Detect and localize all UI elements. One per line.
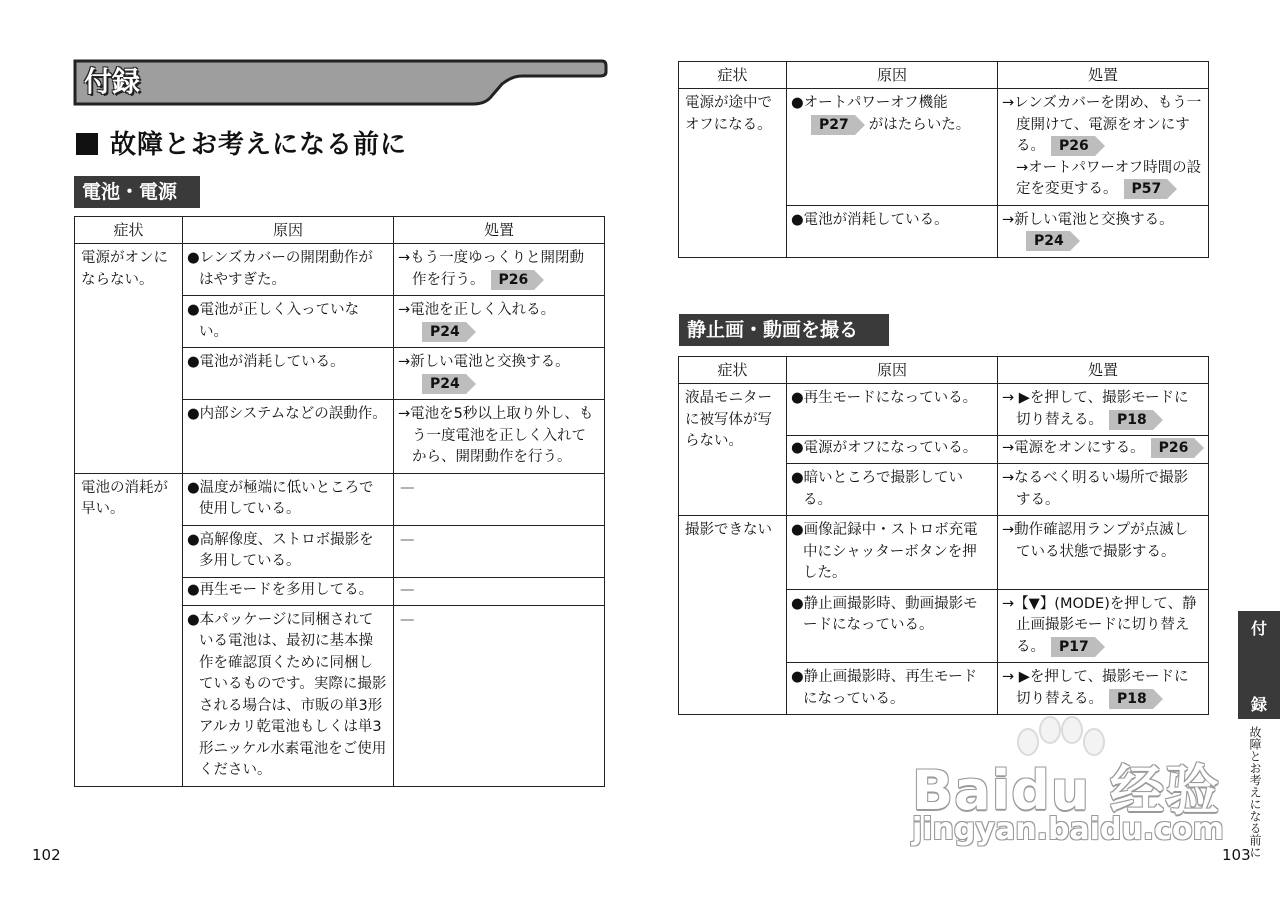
cause-cell: ●電源がオフになっている。	[787, 436, 998, 464]
remedy-text: →オートパワーオフ時間の設定を変更する。	[1016, 159, 1202, 197]
appendix-title: 付録	[84, 65, 141, 98]
remedy-cell: →動作確認用ランプが点滅している状態で撮影する。	[998, 516, 1209, 590]
cause-cell: ●内部システムなどの誤動作。	[183, 400, 394, 474]
header-remedy: 処置	[394, 217, 605, 244]
page-ref-badge: P24	[1026, 231, 1070, 251]
remedy-text: → ▶を押して、撮影モードに切り替える。	[1002, 669, 1189, 707]
cause-cell: ●再生モードになっている。	[787, 384, 998, 436]
remedy-cell	[394, 348, 605, 400]
header-cause: 原因	[787, 62, 998, 89]
remedy-cell: →電池を5秒以上取り外し、もう一度電池を正しく入れてから、開閉動作を行う。	[394, 400, 605, 474]
appendix-banner	[72, 58, 608, 106]
header-cause: 原因	[183, 217, 394, 244]
remedy-text: →【▼】(MODE)を押して、静止画撮影モードに切り替える。	[1002, 595, 1197, 655]
page-ref-badge: P26	[491, 270, 535, 290]
header-remedy: 処置	[998, 62, 1209, 89]
remedy-text: → ▶を押して、撮影モードに切り替える。	[1002, 390, 1189, 428]
remedy-text: →電源をオンにする。	[1002, 440, 1145, 456]
table-row	[679, 384, 1209, 436]
cause-cell: ●電池が消耗している。	[787, 205, 998, 257]
table-row	[75, 244, 605, 296]
header-symptom: 症状	[679, 357, 787, 384]
symptom-cell: 電源がオンにならない。	[75, 244, 183, 474]
remedy-cell: —	[394, 577, 605, 605]
table-header-row	[679, 62, 1209, 89]
remedy-cell	[998, 205, 1209, 257]
table-header-row	[679, 357, 1209, 384]
page-ref-badge: P26	[1051, 136, 1095, 156]
remedy-cell	[998, 384, 1209, 436]
subheading-still-movie: 静止画・動画を撮る	[679, 314, 889, 346]
remedy-text: →レンズカバーを閉め、もう一度開けて、電源をオンにする。	[1002, 95, 1202, 154]
cause-text: がはたらいた。	[868, 116, 971, 133]
remedy-cell	[998, 436, 1209, 464]
header-remedy: 処置	[998, 357, 1209, 384]
cause-cell: ●画像記録中・ストロボ充電中にシャッターボタンを押した。	[787, 516, 998, 590]
chapter-tab-char: 付	[1250, 619, 1267, 638]
remedy-cell	[998, 663, 1209, 715]
remedy-cell	[394, 244, 605, 296]
symptom-cell: 撮影できない	[679, 516, 787, 715]
header-cause: 原因	[787, 357, 998, 384]
page-ref-badge: P57	[1124, 179, 1168, 199]
symptom-cell: 液晶モニターに被写体が写らない。	[679, 384, 787, 516]
remedy-cell: —	[394, 605, 605, 786]
symptom-cell: 電源が途中でオフになる。	[679, 89, 787, 258]
table-row	[679, 516, 1209, 590]
page-ref-badge: P18	[1109, 410, 1153, 430]
chapter-tab-char: 録	[1250, 695, 1267, 714]
cause-cell: ●レンズカバーの開閉動作がはやすぎた。	[183, 244, 394, 296]
symptom-cell: 電池の消耗が早い。	[75, 473, 183, 786]
remedy-text: →新しい電池と交換する。	[398, 354, 570, 370]
remedy-cell: —	[394, 525, 605, 577]
section-title-text: 故障とお考えになる前に	[110, 130, 408, 160]
page-ref-badge: P18	[1109, 689, 1153, 709]
watermark-url: jingyan.baidu.com	[912, 812, 1224, 847]
remedy-text: →もう一度ゆっくりと開閉動作を行う。	[398, 250, 585, 288]
header-symptom: 症状	[679, 62, 787, 89]
cause-cell: ●暗いところで撮影している。	[787, 464, 998, 516]
shooting-trouble-table	[678, 356, 1209, 715]
page-number-right: 103	[1222, 846, 1251, 864]
table-header-row	[75, 217, 605, 244]
table-row	[679, 89, 1209, 206]
cause-cell: ●静止画撮影時、動画撮影モードになっている。	[787, 589, 998, 663]
battery-trouble-table	[74, 216, 605, 787]
page-ref-badge: P26	[1151, 438, 1195, 458]
cause-cell: ●電池が正しく入っていない。	[183, 296, 394, 348]
header-symptom: 症状	[75, 217, 183, 244]
remedy-cell	[998, 589, 1209, 663]
remedy-cell: —	[394, 473, 605, 525]
remedy-cell: →なるべく明るい場所で撮影する。	[998, 464, 1209, 516]
cause-cell: ●再生モードを多用してる。	[183, 577, 394, 605]
page-ref-badge: P27	[811, 115, 855, 135]
subheading-battery-power: 電池・電源	[74, 176, 200, 208]
cause-cell: ●本パッケージに同梱されている電池は、最初に基本操作を確認頂くために同梱しているものです。実際に撮影される場合は、市販の単3形アルカリ乾電池もしくは単3形ニッケル水素電池をご使用ください。	[183, 605, 394, 786]
power-off-trouble-table	[678, 61, 1209, 258]
remedy-text: →新しい電池と交換する。	[1002, 211, 1174, 228]
square-bullet-icon	[76, 133, 98, 155]
cause-cell: ●温度が極端に低いところで使用している。	[183, 473, 394, 525]
cause-cell	[787, 89, 998, 206]
page-number-left: 102	[32, 846, 61, 864]
chapter-tab-caption: 故障とお考えになる前に	[1248, 726, 1262, 858]
cause-text: ●オートパワーオフ機能	[791, 95, 948, 111]
remedy-cell	[998, 89, 1209, 206]
cause-cell: ●静止画撮影時、再生モードになっている。	[787, 663, 998, 715]
cause-cell: ●電池が消耗している。	[183, 348, 394, 400]
page-ref-badge: P17	[1051, 637, 1095, 657]
section-title	[76, 124, 407, 161]
table-row	[75, 473, 605, 525]
cause-cell: ●高解像度、ストロボ撮影を多用している。	[183, 525, 394, 577]
page-ref-badge: P24	[422, 374, 466, 394]
remedy-cell	[394, 296, 605, 348]
remedy-text: →電池を正しく入れる。	[398, 302, 556, 318]
watermark-logo-text: Baidu 经验	[912, 759, 1221, 822]
page-ref-badge: P24	[422, 322, 466, 342]
